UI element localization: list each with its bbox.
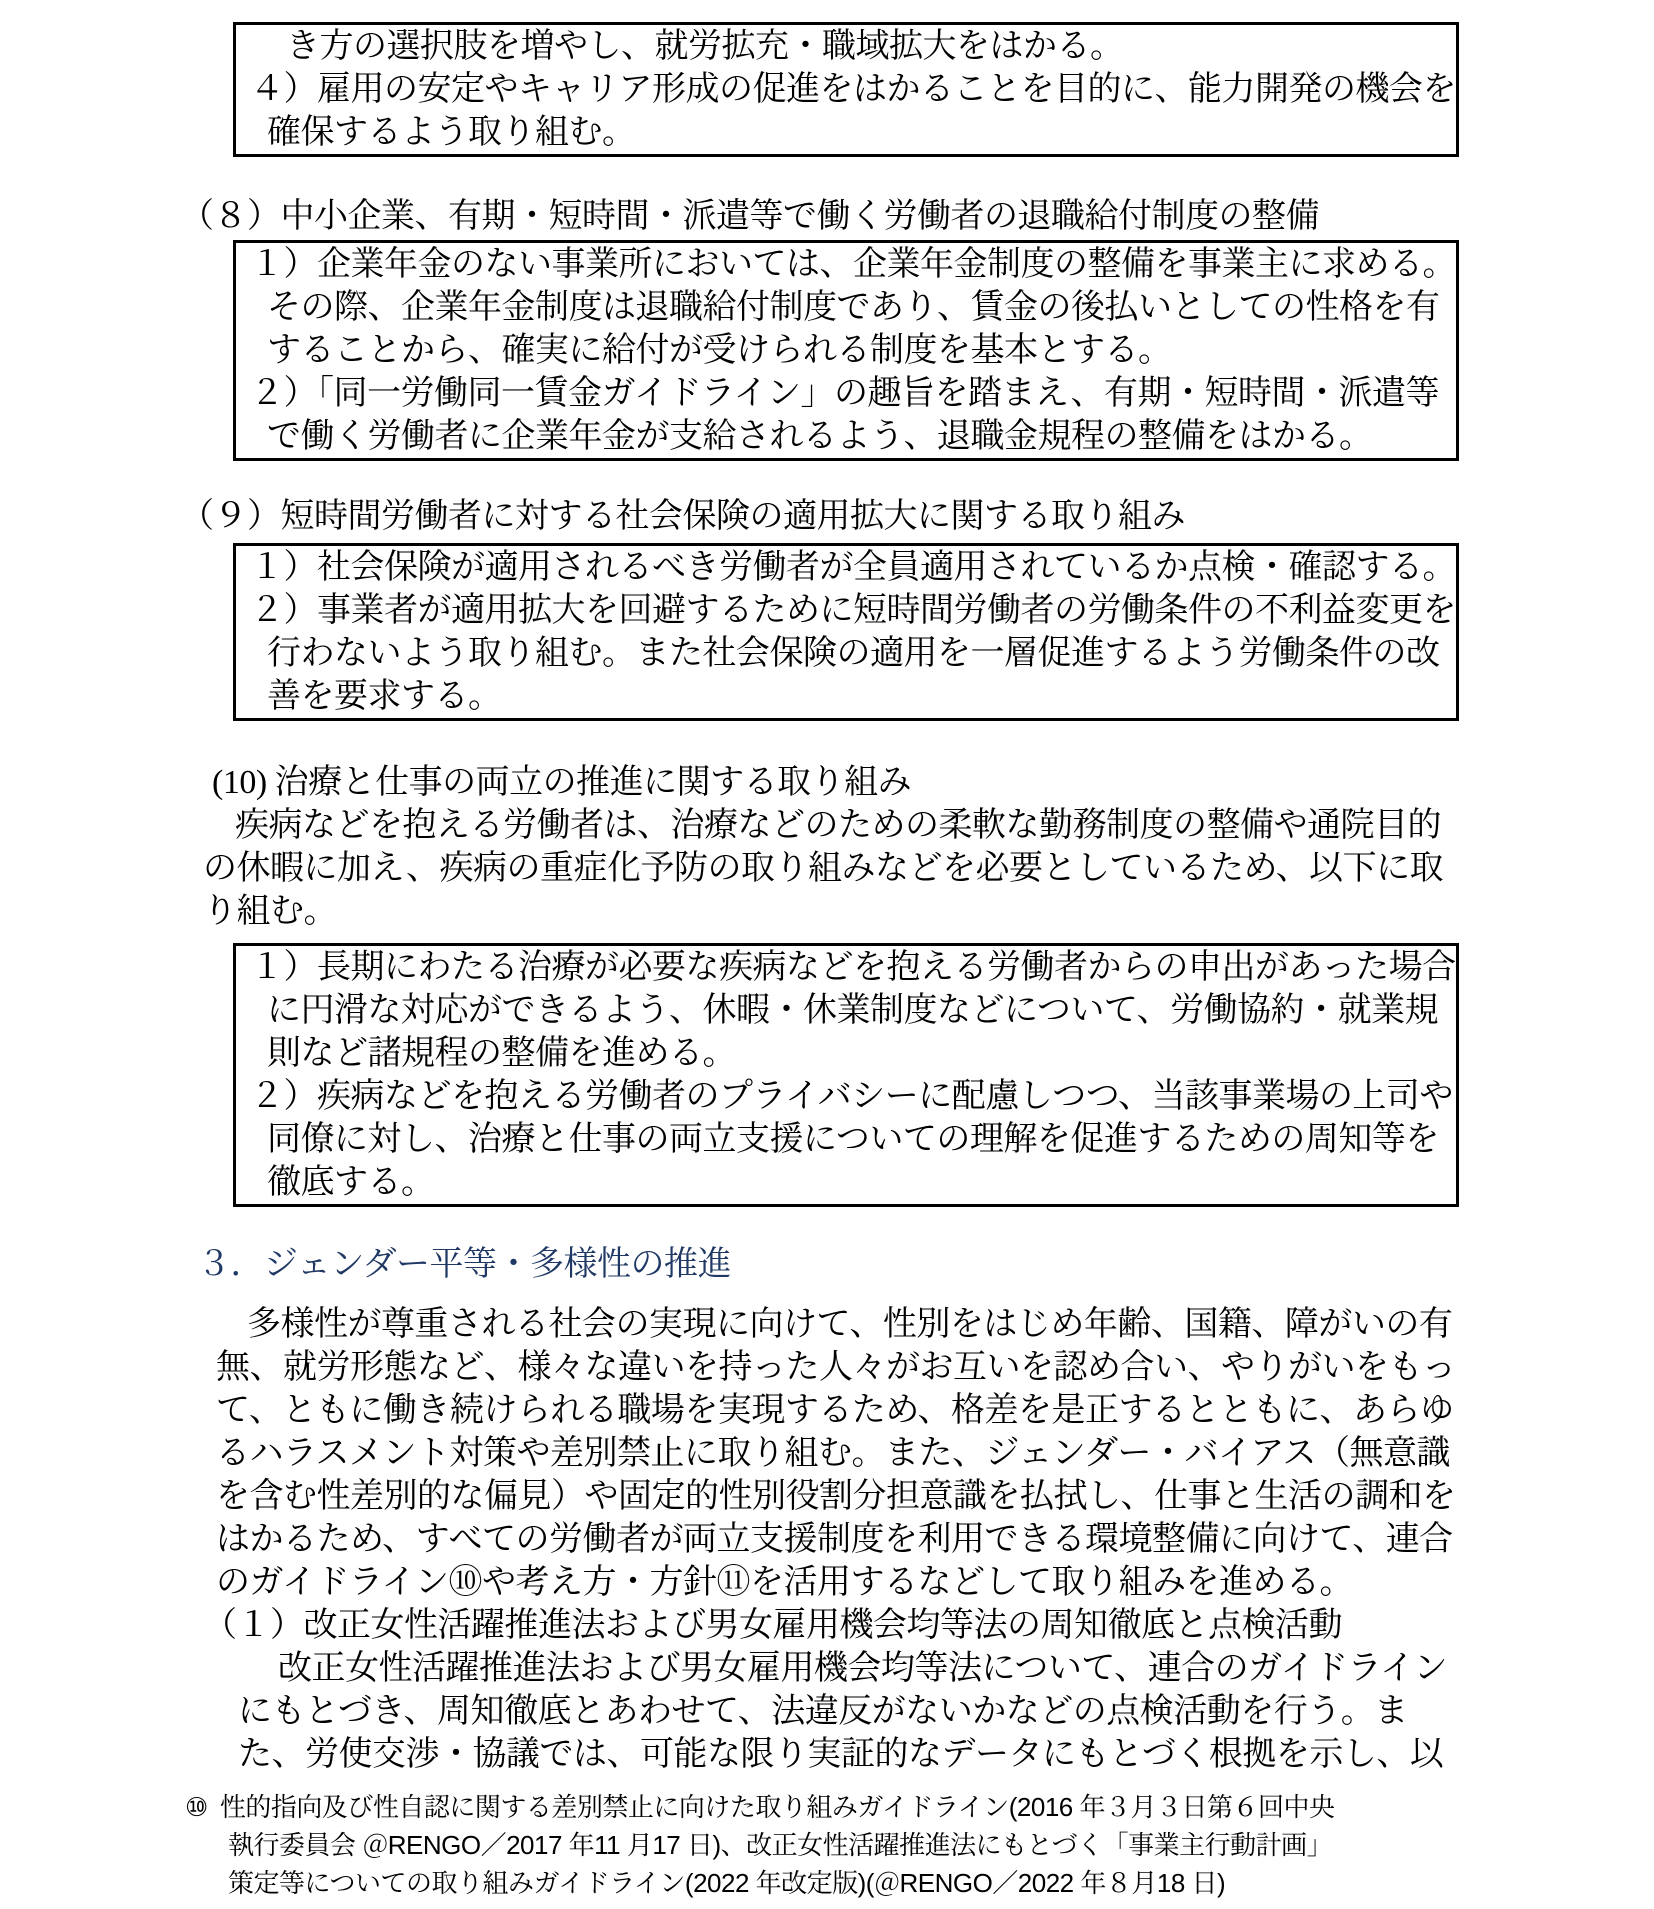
box-text-line: に円滑な対応ができるよう、休暇・休業制度などについて、労働協約・就業規 [267,992,1439,1029]
box-text-line: １）長期にわたる治療が必要な疾病などを抱える労働者からの申出があった場合 [250,949,1456,986]
box-text-line: 同僚に対し、治療と仕事の両立支援についての理解を促進するための周知等を [267,1121,1439,1158]
section-3-1-heading: （１）改正女性活躍推進法および男女雇用機会均等法の周知徹底と点検活動 [203,1607,1342,1644]
carryover-list-box [233,22,1459,157]
paragraph-line: のガイドライン⑩や考え方・方針⑪を活用するなどして取り組みを進める。 [216,1564,1353,1601]
footnote-line: 策定等についての取り組みガイドライン(2022 年改定版)(＠RENGO／2022 年８月18 日) [228,1868,1226,1898]
paragraph-line: 疾病などを抱える労働者は、治療などのための柔軟な勤務制度の整備や通院目的 [235,807,1441,844]
paragraph-line: の休暇に加え、疾病の重症化予防の取り組みなどを必要としているため、以下に取 [203,850,1444,887]
paragraph-line: て、ともに働き続けられる職場を実現するため、格差を是正するとともに、あらゆ [216,1392,1454,1429]
box-text-line: 徹底する。 [267,1164,435,1201]
paragraph-line: 改正女性活躍推進法および男女雇用機会均等法について、連合のガイドライン [278,1650,1448,1687]
paragraph-line: た、労使交渉・協議では、可能な限り実証的なデータにもとづく根拠を示し、以 [238,1736,1444,1773]
box-text-line: ２）疾病などを抱える労働者のプライバシーに配慮しつつ、当該事業場の上司や [250,1078,1453,1115]
paragraph-line: るハラスメント対策や差別禁止に取り組む。また、ジェンダー・バイアス（無意識 [216,1435,1451,1472]
footnote-text: 性的指向及び性自認に関する差別禁止に向けた取り組みガイドライン(2016 年３月３日第６回中央 [219,1792,1335,1822]
section-9-box [233,543,1459,721]
section-3-heading: ３．ジェンダー平等・多様性の推進 [197,1246,731,1283]
box-text-line: することから、確実に給付が受けられる制度を基本とする。 [267,332,1172,369]
paragraph-line: はかるため、すべての労働者が両立支援制度を利用できる環境整備に向けて、連合 [216,1521,1453,1558]
box-text-line: １）企業年金のない事業所においては、企業年金制度の整備を事業主に求める。 [250,246,1456,283]
footnote [0,1788,1654,1902]
section-8-box [233,240,1459,461]
section-10-heading: (10) 治療と仕事の両立の推進に関する取り組み [212,764,912,801]
box-text-line: で働く労働者に企業年金が支給されるよう、退職金規程の整備をはかる。 [267,418,1373,455]
box-text-line: 行わないよう取り組む。また社会保険の適用を一層促進するよう労働条件の改 [267,635,1440,672]
box-text-line: その際、企業年金制度は退職給付制度であり、賃金の後払いとしての性格を有 [267,289,1440,326]
box-text-line: 則など諸規程の整備を進める。 [267,1035,736,1072]
box-text-line: 確保するよう取り組む。 [267,114,636,151]
paragraph-line: にもとづき、周知徹底とあわせて、法違反がないかなどの点検活動を行う。ま [238,1693,1408,1730]
footnote-line [185,1788,1654,1826]
footnote-marker: ⑩ [185,1792,208,1822]
box-text-line: １）社会保険が適用されるべき労働者が全員適用されているか点検・確認する。 [250,549,1456,586]
box-text-line: 善を要求する。 [267,678,502,715]
box-text-line: ４）雇用の安定やキャリア形成の促進をはかることを目的に、能力開発の機会を [250,71,1456,108]
paragraph-line: 多様性が尊重される社会の実現に向けて、性別をはじめ年齢、国籍、障がいの有 [247,1306,1453,1343]
section-10-intro [203,804,1654,933]
box-text-line: き方の選択肢を増やし、就労拡充・職域拡大をはかる。 [286,28,1124,65]
box-text-line: ２）事業者が適用拡大を回避するために短時間労働者の労働条件の不利益変更を [250,592,1456,629]
paragraph-line: 無、就労形態など、様々な違いを持った人々がお互いを認め合い、やりがいをもっ [216,1349,1456,1386]
footnote-line: 執行委員会 ＠RENGO／2017 年11 月17 日)、改正女性活躍推進法にもとづく「事業主行動計画」 [228,1830,1333,1860]
section-3-1-paragraph [238,1647,1654,1776]
paragraph-line: を含む性差別的な偏見）や固定的性別役割分担意識を払拭し、仕事と生活の調和を [216,1478,1456,1515]
section-3-paragraph [216,1303,1654,1604]
section-10-box [233,943,1459,1207]
box-text-line: ２）「同一労働同一賃金ガイドライン」の趣旨を踏まえ、有期・短時間・派遣等 [250,375,1439,412]
section-9-heading: （９）短時間労働者に対する社会保険の適用拡大に関する取り組み [180,498,1185,535]
section-8-heading: （８）中小企業、有期・短時間・派遣等で働く労働者の退職給付制度の整備 [180,198,1319,235]
paragraph-line: り組む。 [203,893,337,930]
